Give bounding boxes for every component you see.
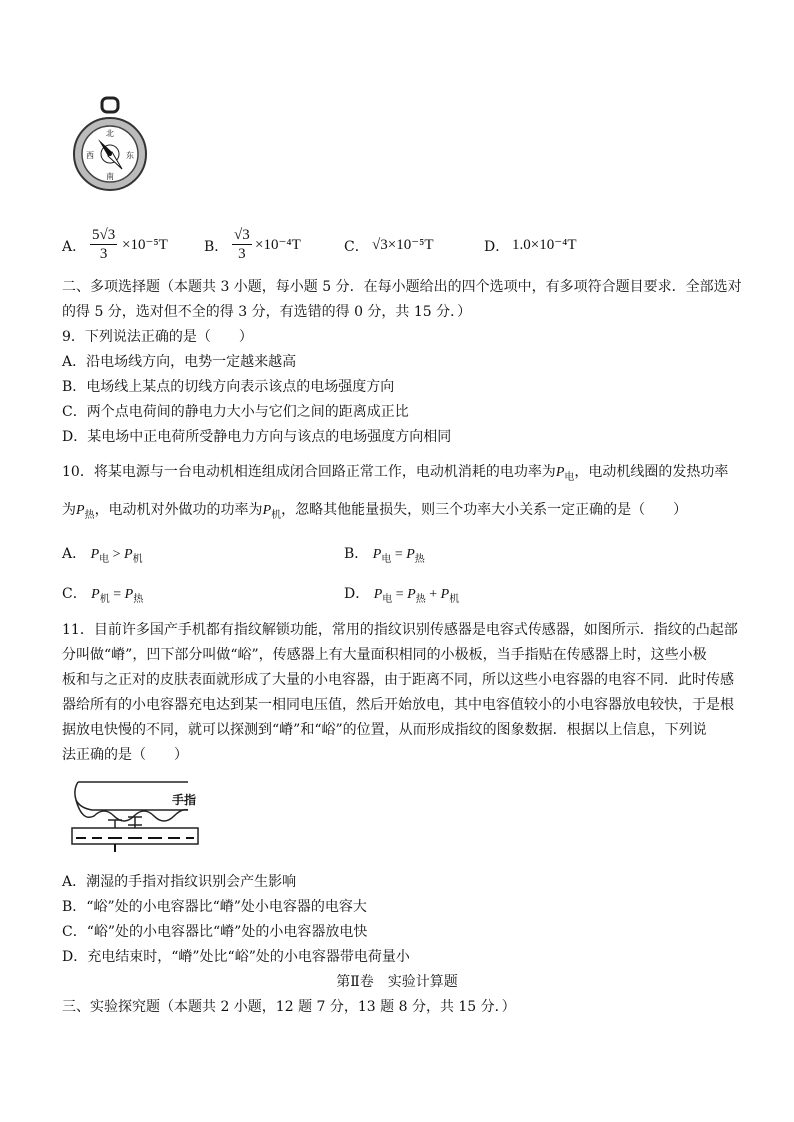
p-dian: $P_电$ [555,465,575,483]
p-ji: $P_机$ [262,503,282,521]
q9-option-b: B．电场线上某点的切线方向表示该点的电场强度方向 [62,379,395,395]
compass-east: 东 [126,151,134,160]
q8-a-fraction: $\frac{5√3}{3}$ [92,227,116,262]
q8-d-text: 1.0×10⁻⁴T [512,237,577,253]
q9-option-c: C．两个点电荷间的静电力大小与它们之间的距离成正比 [62,404,409,420]
section2-line1: 二、多项选择题（本题共 3 小题，每小题 5 分．在每小题给出的四个选项中，有多项符合题目要求．全部选对 [62,279,742,295]
section3-heading: 三、实验探究题（本题共 2 小题，12 题 7 分，13 题 8 分，共 15 分．） [62,999,516,1015]
q10-option-d: D． $P_电 = P_热 + P_机$ [344,586,460,605]
q11-line1: 11．目前许多国产手机都有指纹解锁功能，常用的指纹识别传感器是电容式传感器，如图所示．指纹的凸起部 [62,622,738,638]
q11-line5: 据放电快慢的不同，就可以探测到“嵴”和“峪”的位置，从而形成指纹的图象数据．根据以上信息，下列说 [62,722,707,738]
part2-title: 第Ⅱ卷 实验计算题 [336,974,458,990]
q8-option-a [62,236,86,256]
q9-stem: 9．下列说法正确的是（ ） [62,329,253,345]
fingerprint-sensor-figure [68,776,204,856]
q11-line2: 分叫做“嵴”，凹下部分叫做“峪”，传感器上有大量面积相同的小极板，当手指贴在传感器上时，这些小极 [62,647,707,663]
section2-line2: 的得 5 分，选对但不全的得 3 分，有选错的得 0 分，共 15 分．） [62,304,472,320]
q9-option-d: D．某电场中正电荷所受静电力方向与该点的电场强度方向相同 [62,429,452,445]
q11-line6: 法正确的是（ ） [62,747,188,763]
q10-option-c: C． $P_机 = P_热$ [62,586,144,605]
q11-option-d: D．充电结束时，“嵴”处比“峪”处的小电容器带电荷量小 [62,949,410,965]
q8-b-fraction: $\frac{√3}{3}$ [234,227,250,262]
q10-line2: 为$P_热$，电动机对外做功的功率为$P_机$，忽略其他能量损失，则三个功率大小关系一定正确的是（ ） [62,502,688,521]
finger-label: 手指 [172,793,197,807]
compass-south: 南 [106,172,114,181]
q8-c-text: √3×10⁻⁵T [372,237,434,253]
q8-option-c-label: C． [344,239,369,255]
q8-options [62,226,702,266]
compass-west: 西 [86,151,94,160]
q10-option-a: A． $P_电 > P_机$ [62,546,143,565]
q8-option-d-label: D． [484,239,510,255]
q10-line1: 10．将某电源与一台电动机相连组成闭合回路正常工作，电动机消耗的电功率为$P_电$，电动机线圈的发热功率 [62,464,729,483]
q9-option-a: A．沿电场线方向，电势一定越来越高 [62,354,297,370]
compass-north: 北 [106,129,114,138]
q8-a-tail: ×10⁻⁵T [122,237,168,253]
q8-b-tail: ×10⁻⁴T [255,237,301,253]
q11-line3: 板和与之正对的皮肤表面就形成了大量的小电容器，由于距离不同，所以这些小电容器的电容不同．此时传感 [62,672,734,688]
p-re: $P_热$ [76,503,95,521]
q11-line4: 器给所有的小电容器充电达到某一相同电压值，然后开始放电，其中电容值较小的小电容器放电较快，于是根 [62,697,734,713]
q11-option-a: A．潮湿的手指对指纹识别会产生影响 [62,874,297,890]
q10-option-b: B． $P_电 = P_热$ [344,546,425,565]
q11-option-b: B．“峪”处的小电容器比“嵴”处小电容器的电容大 [62,899,367,915]
compass-figure [70,96,150,192]
option-label: A． [62,239,87,255]
q8-option-b-label: B． [204,239,229,255]
q11-option-c: C．“峪”处的小电容器比“嵴”处的小电容器放电快 [62,924,368,940]
